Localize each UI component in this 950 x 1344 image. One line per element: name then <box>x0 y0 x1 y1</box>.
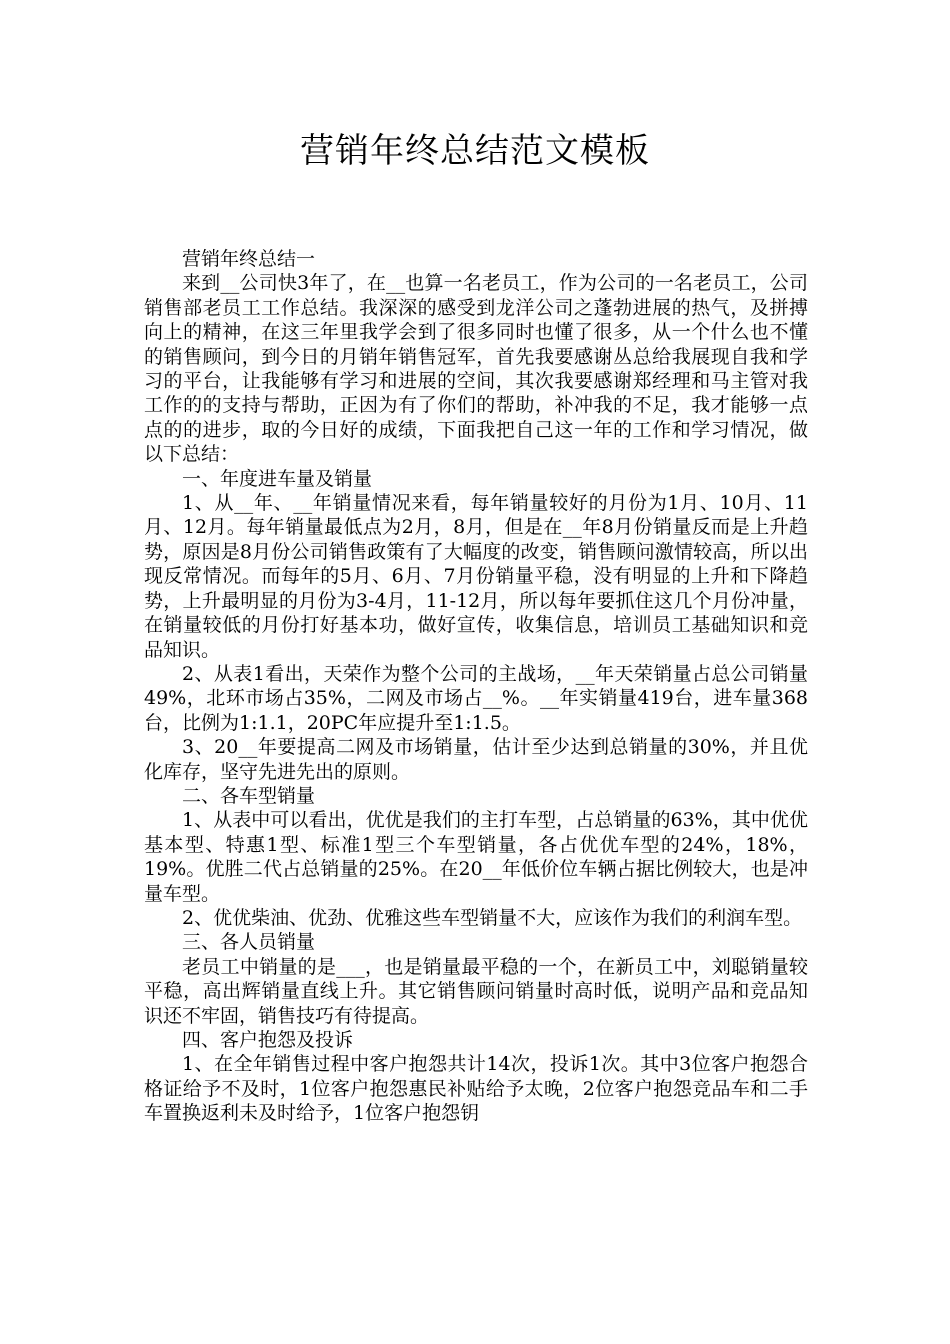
paragraph: 来到__公司快3年了，在__也算一名老员工，作为公司的一名老员工，公司销售部老员工工作总结。我深深的感受到龙洋公司之蓬勃进展的热气，及拼搏向上的精神，在这三年里我学会到了很多同时也懂了很多，从一个什么也不懂的销售顾问，到今日的月销年销售冠军，首先我要感谢丛总给我展现自我和学习的平台，让我能够有学习和进展的空间，其次我要感谢郑经理和马主管对我工作的的支持与帮助，正因为有了你们的帮助，补冲我的不足，我才能够一点点的的进步，取的今日好的成绩，下面我把自己这一年的工作和学习情况，做以下总结： <box>144 272 808 466</box>
paragraph: 2、优优柴油、优劲、优雅这些车型销量不大，应该作为我们的利润车型。 <box>182 906 803 929</box>
paragraph: 老员工中销量的是___，也是销量最平稳的一个，在新员工中，刘聪销量较平稳，高出辉销量直线上升。其它销售顾问销量时高时低，说明产品和竞品知识还不牢固，销售技巧有待提高。 <box>144 955 808 1027</box>
paragraph: 2、从表1看出，天荣作为整个公司的主战场，__年天荣销量占总公司销量49%，北环市场占35%，二网及市场占__%。__年实销量419台，进车量368台，比例为1:1.1，20PC年应提升至1:1.5。 <box>144 662 808 734</box>
document-body <box>144 247 808 1126</box>
document-title: 营销年终总结范文模板 <box>300 131 650 171</box>
section-heading: 营销年终总结一 <box>182 248 316 270</box>
paragraph: 1、在全年销售过程中客户抱怨共计14次，投诉1次。其中3位客户抱怨合格证给予不及时，1位客户抱怨惠民补贴给予太晚，2位客户抱怨竞品车和二手车置换返利未及时给予，1位客户抱怨钥 <box>144 1053 808 1125</box>
section-heading: 三、各人员销量 <box>182 931 316 954</box>
section-heading: 四、客户抱怨及投诉 <box>182 1029 354 1051</box>
paragraph: 1、从表中可以看出，优优是我们的主打车型，占总销量的63%，其中优优基本型、特惠1型、标准1型三个车型销量，各占优优车型的24%，18%，19%。优胜二代占总销量的25%。在20__年低价位车辆占据比例较大，也是冲量车型。 <box>144 809 808 905</box>
paragraph: 3、20__年要提高二网及市场销量，估计至少达到总销量的30%，并且优化库存，坚守先进先出的原则。 <box>144 736 808 783</box>
section-heading: 一、年度进车量及销量 <box>182 467 373 490</box>
section-heading: 二、各车型销量 <box>182 784 316 807</box>
paragraph: 1、从__年、__年销量情况来看，每年销量较好的月份为1月、10月、11月、12月。每年销量最低点为2月，8月，但是在__年8月份销量反而是上升趋势，原因是8月份公司销售政策有了大幅度的改变，销售顾问激情较高，所以出现反常情况。而每年的5月、6月、7月份销量平稳，没有明显的上升和下降趋势，上升最明显的月份为3-4月，11-12月，所以每年要抓住这几个月份冲量，在销量较低的月份打好基本功，做好宣传，收集信息，培训员工基础知识和竞品知识。 <box>144 492 808 661</box>
